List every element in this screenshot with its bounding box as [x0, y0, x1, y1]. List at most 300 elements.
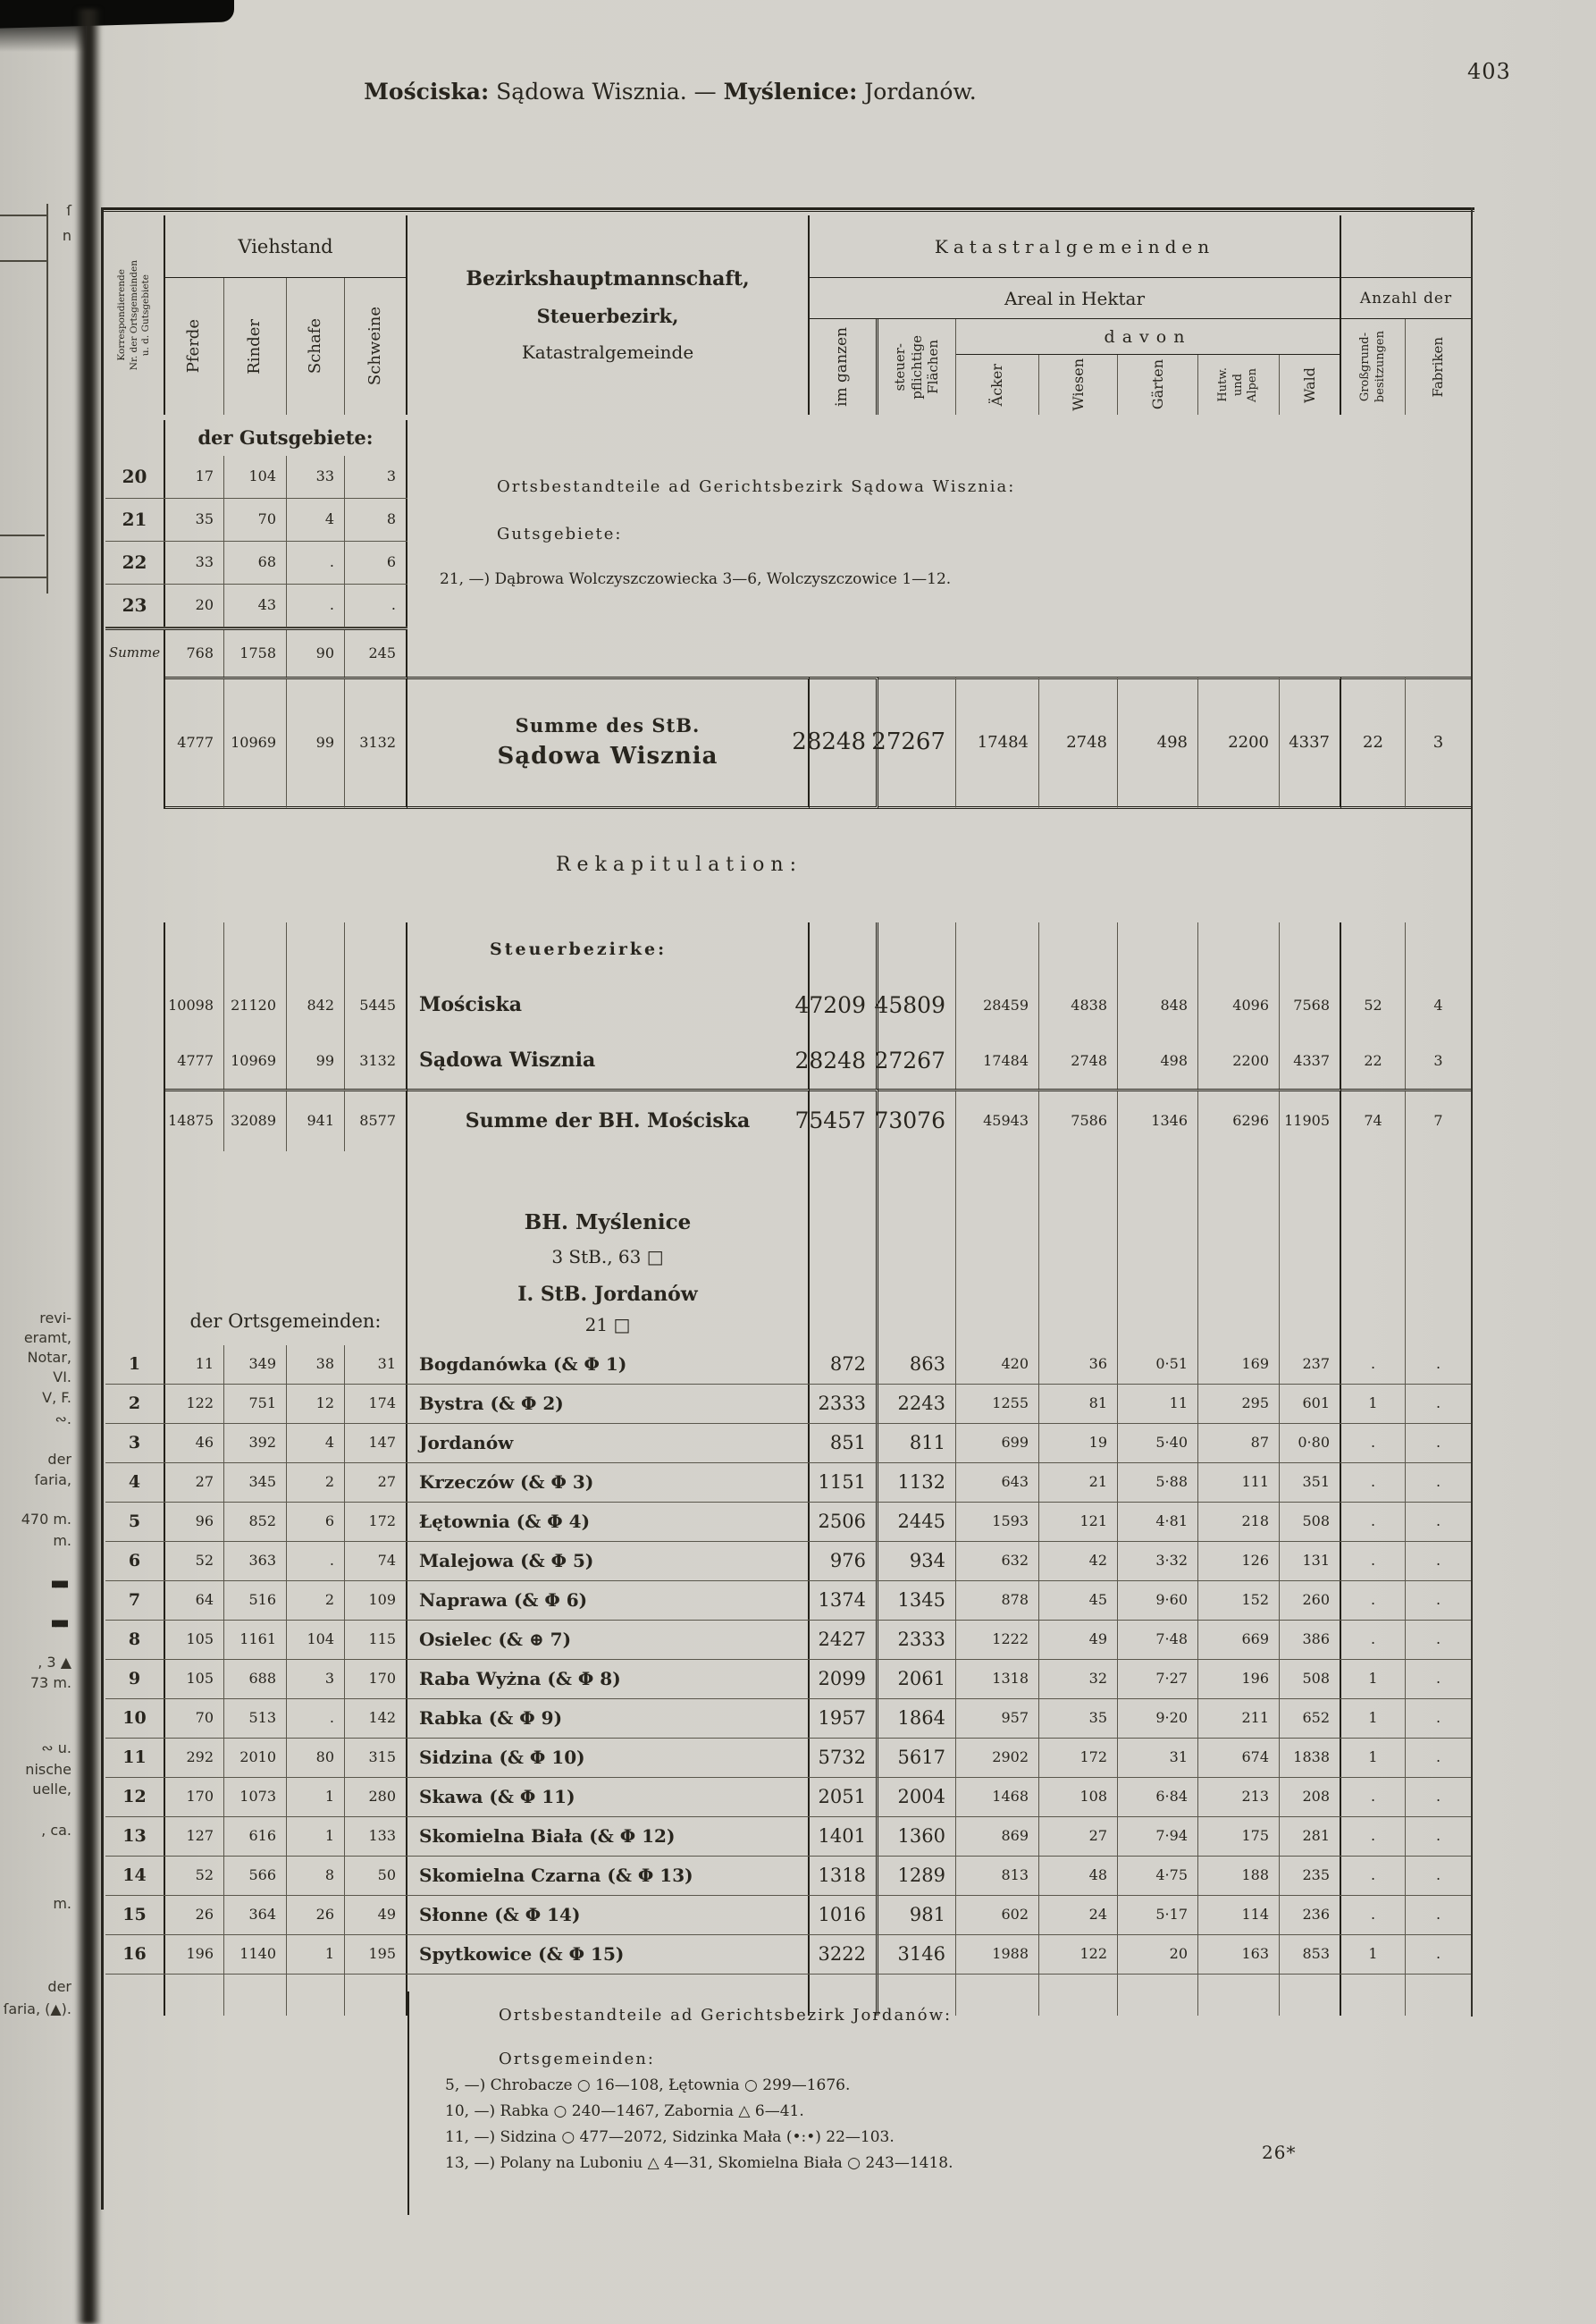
stb-summe-row	[105, 677, 1471, 809]
cell-wiesen: 21	[1039, 1463, 1118, 1502]
cell-rinder: 70	[224, 499, 287, 541]
cell-garten: 5·88	[1118, 1463, 1198, 1502]
col-group-areal-in-hektar: Areal in Hektar	[810, 278, 1341, 319]
cell-fabriken: 3	[1406, 677, 1471, 809]
cell-empty	[165, 1975, 224, 2016]
cell-name: Sądowa Wisznia	[407, 1033, 810, 1089]
cell-fabriken: .	[1435, 1906, 1441, 1924]
cell-grossgrund: 74	[1341, 1089, 1406, 1151]
cell-hutw: 213	[1198, 1778, 1280, 1816]
cell-rinder: 688	[224, 1660, 287, 1698]
title-court-2: Jordanów.	[864, 79, 977, 105]
cell-pferde: 46	[165, 1424, 224, 1462]
cell-schweine: 315	[345, 1739, 407, 1777]
margin-fragment: , ca.	[41, 1822, 71, 1839]
cell-schweine: 50	[345, 1857, 407, 1895]
cell-nr: 7	[105, 1581, 165, 1620]
cell-grossgrund: 1	[1341, 1699, 1406, 1738]
annotation-line: Gutsgebiete:	[497, 525, 623, 543]
gutsgebiete-label-row	[105, 420, 407, 456]
margin-fragment: eramt,	[23, 1329, 71, 1346]
cell-wiesen: 81	[1039, 1385, 1118, 1423]
page-number: 403	[1467, 59, 1511, 84]
cell-wald: 601	[1280, 1385, 1341, 1423]
cell-acker: 643	[956, 1463, 1039, 1502]
cell-steuerpfl: 27267	[878, 677, 956, 809]
cell-empty	[1280, 1151, 1341, 1345]
cell-schweine: 109	[345, 1581, 407, 1620]
margin-fragment: uelle,	[32, 1781, 71, 1798]
cell-rinder: 2010	[224, 1739, 287, 1777]
cell-wiesen: 27	[1039, 1817, 1118, 1856]
cell-rinder: 32089	[224, 1089, 287, 1151]
table-row	[105, 456, 407, 499]
col-group-viehstand: Viehstand	[165, 215, 407, 278]
table-row	[105, 1463, 1471, 1503]
margin-fragment: VI.	[53, 1368, 71, 1385]
col-header-wiesen: Wiesen	[1039, 355, 1118, 415]
cell-steuerpfl: 934	[878, 1542, 956, 1580]
cell-schweine: .	[345, 585, 407, 627]
cell-wald: 652	[1280, 1699, 1341, 1738]
cell-fabriken: .	[1435, 1434, 1441, 1452]
cell-empty	[810, 1151, 878, 1345]
col-header-pferde: Pferde	[165, 278, 224, 415]
annotation-line: Ortsbestandteile ad Gerichtsbezirk Sądowa Wisznia:	[497, 477, 1016, 496]
cell-hutw: 2200	[1198, 677, 1280, 809]
cell-name: Krzeczów (& Φ 3)	[407, 1463, 810, 1502]
cell-hutw: 114	[1198, 1896, 1280, 1934]
margin-fragment: der	[47, 1978, 71, 1995]
cell-steuerpfl: 811	[878, 1424, 956, 1462]
cell-fabriken: .	[1435, 1355, 1441, 1373]
col-header-schafe: Schafe	[287, 278, 345, 415]
gutsgebiete-section	[105, 420, 407, 677]
cell-nr: 22	[105, 542, 165, 584]
cell-pferde: 52	[165, 1857, 224, 1895]
cell-nr: 6	[105, 1542, 165, 1580]
margin-fragment: ∾.	[55, 1410, 71, 1427]
table-row	[105, 1739, 1471, 1778]
cell-acker: 1468	[956, 1778, 1039, 1816]
cell-pferde: 105	[165, 1660, 224, 1698]
cell-nr: 4	[105, 1463, 165, 1502]
cell-schafe: 99	[287, 677, 345, 809]
cell-rinder: 68	[224, 542, 287, 584]
cell-garten: 6·84	[1118, 1778, 1198, 1816]
cell-garten: 3·32	[1118, 1542, 1198, 1580]
previous-page-line	[0, 577, 46, 578]
cell-hutw: 218	[1198, 1503, 1280, 1541]
cell-schafe: 1	[287, 1817, 345, 1856]
ortsgemeinden-rows	[105, 1345, 1471, 1975]
cell-pferde: 20	[165, 585, 224, 627]
cell-acker: 602	[956, 1896, 1039, 1934]
cell-steuerpfl: 1289	[878, 1857, 956, 1895]
col-header-grossgrundbesitzungen: Großgrund- besitzungen	[1341, 319, 1406, 415]
cell-wald: 260	[1280, 1581, 1341, 1620]
margin-fragment: V, F.	[42, 1389, 71, 1406]
cell-schweine: 27	[345, 1463, 407, 1502]
cell-steuerpfl: 3146	[878, 1935, 956, 1974]
cell-pferde: 10098	[165, 978, 224, 1033]
cell-acker: 45943	[956, 1089, 1039, 1151]
cell-wiesen: 121	[1039, 1503, 1118, 1541]
cell-fabriken: .	[1435, 1630, 1441, 1648]
cell-wald: 235	[1280, 1857, 1341, 1895]
cell-schafe: 4	[287, 499, 345, 541]
cell-empty	[105, 420, 165, 456]
cell-hutw: 87	[1198, 1424, 1280, 1462]
cell-schafe: 90	[287, 630, 345, 677]
cell-hutw: 175	[1198, 1817, 1280, 1856]
steuerbezirke-label: Steuerbezirke:	[407, 922, 810, 978]
cell-nr: 2	[105, 1385, 165, 1423]
cell-schafe: 26	[287, 1896, 345, 1934]
cell-fabriken: .	[1435, 1670, 1441, 1688]
cell-nr: 21	[105, 499, 165, 541]
cell-name: Bystra (& Φ 2)	[407, 1385, 810, 1423]
cell-wiesen: 36	[1039, 1345, 1118, 1384]
cell-fabriken: .	[1435, 1394, 1441, 1412]
col-header-bezirkshauptmannschaft: Bezirkshauptmannschaft, Steuerbezirk, Katastralgemeinde	[407, 215, 810, 415]
previous-page-line	[46, 204, 48, 594]
margin-fragment: der	[47, 1451, 71, 1468]
col-group-davon: davon	[956, 319, 1341, 355]
cell-empty	[1039, 922, 1118, 978]
cell-steuerpfl: 2004	[878, 1778, 956, 1816]
cell-name: Łętownia (& Φ 4)	[407, 1503, 810, 1541]
cell-hutw: 6296	[1198, 1089, 1280, 1151]
annotation-line: 21, —) Dąbrowa Wolczyszczowiecka 3—6, Wolczyszczowice 1—12.	[440, 570, 952, 588]
cell-grossgrund: .	[1341, 1778, 1406, 1816]
cell-schafe: .	[287, 542, 345, 584]
cell-steuerpfl: 45809	[878, 978, 956, 1033]
cell-garten: 11	[1118, 1385, 1198, 1423]
cell-rinder: 43	[224, 585, 287, 627]
cell-schweine: 280	[345, 1778, 407, 1816]
cell-wald: 386	[1280, 1621, 1341, 1659]
cell-nr: 14	[105, 1857, 165, 1895]
bh-myslenice-title: BH. Myślenice	[524, 1210, 692, 1234]
margin-fragment: revi-	[39, 1309, 71, 1326]
col-header-steuerpflichtige-flaechen: steuer- pflichtige Flächen	[878, 319, 956, 415]
title-district-2: Myślenice:	[723, 79, 858, 105]
cell-acker: 28459	[956, 978, 1039, 1033]
bh-summe-row	[105, 1089, 1471, 1151]
cell-empty	[1406, 1151, 1471, 1345]
table-row	[105, 1345, 1471, 1385]
col-header-wald: Wald	[1280, 355, 1341, 415]
cell-fabriken: .	[1435, 1945, 1441, 1963]
cell-schafe: 12	[287, 1385, 345, 1423]
cell-schweine: 8	[345, 499, 407, 541]
cell-schweine: 172	[345, 1503, 407, 1541]
table-row	[105, 1033, 1471, 1089]
cell-pferde: 292	[165, 1739, 224, 1777]
cell-pferde: 105	[165, 1621, 224, 1659]
cell-acker: 869	[956, 1817, 1039, 1856]
table-row	[105, 1935, 1471, 1975]
cell-hutw: 188	[1198, 1857, 1280, 1895]
cell-wald: 281	[1280, 1817, 1341, 1856]
cell-pferde: 196	[165, 1935, 224, 1974]
cell-name: Rabka (& Φ 9)	[407, 1699, 810, 1738]
cell-schafe: .	[287, 585, 345, 627]
cell-wiesen: 42	[1039, 1542, 1118, 1580]
footnote-item: 13, —) Polany na Luboniu △ 4—31, Skomielna Biała ○ 243—1418.	[445, 2154, 953, 2172]
cell-name: Sidzina (& Φ 10)	[407, 1739, 810, 1777]
cell-schafe: .	[287, 1699, 345, 1738]
cell-empty	[1341, 922, 1406, 978]
cell-empty	[345, 1975, 407, 2016]
cell-name: Raba Wyżna (& Φ 8)	[407, 1660, 810, 1698]
scan-edge-artifact	[0, 0, 86, 52]
cell-acker: 1222	[956, 1621, 1039, 1659]
table-row	[105, 1778, 1471, 1817]
cell-im-ganzen: 976	[810, 1542, 878, 1580]
cell-empty	[956, 922, 1039, 978]
cell-rinder: 516	[224, 1581, 287, 1620]
cell-schweine: 174	[345, 1385, 407, 1423]
cell-rinder: 364	[224, 1896, 287, 1934]
ortsgemeinden-label: der Ortsgemeinden:	[165, 1151, 407, 1345]
col-header-acker: Äcker	[956, 355, 1039, 415]
cell-rinder: 1758	[224, 630, 287, 677]
table-header	[105, 215, 1471, 415]
cell-acker: 957	[956, 1699, 1039, 1738]
cell-acker: 420	[956, 1345, 1039, 1384]
cell-steuerpfl: 73076	[878, 1089, 956, 1151]
cell-name: Naprawa (& Φ 6)	[407, 1581, 810, 1620]
cell-nr: 3	[105, 1424, 165, 1462]
cell-steuerpfl: 5617	[878, 1739, 956, 1777]
cell-schafe: 80	[287, 1739, 345, 1777]
cell-fabriken: .	[1435, 1473, 1441, 1491]
cell-wald: 4337	[1280, 1033, 1341, 1089]
cell-nr: 8	[105, 1621, 165, 1659]
train-icon: ▗▄▖	[47, 1614, 71, 1628]
cell-hutw: 211	[1198, 1699, 1280, 1738]
table-row	[105, 542, 407, 585]
cell-pferde: 70	[165, 1699, 224, 1738]
cell-im-ganzen: 872	[810, 1345, 878, 1384]
cell-acker: 2902	[956, 1739, 1039, 1777]
cell-rinder: 10969	[224, 1033, 287, 1089]
cell-pferde: 768	[165, 630, 224, 677]
cell-wald: 208	[1280, 1778, 1341, 1816]
cell-schweine: 74	[345, 1542, 407, 1580]
margin-fragment: 470 m.	[21, 1511, 71, 1528]
cell-empty	[1039, 1151, 1118, 1345]
cell-empty	[105, 1089, 165, 1151]
cell-pferde: 33	[165, 542, 224, 584]
cell-im-ganzen: 1401	[810, 1817, 878, 1856]
col-header-im-ganzen: im ganzen	[810, 319, 878, 415]
book-gutter-shadow	[75, 9, 102, 2324]
cell-name: Summe des StB. Sądowa Wisznia	[407, 677, 810, 809]
cell-name: Mościska	[407, 978, 810, 1033]
stb-jordanow-subtitle: 21 □	[584, 1314, 631, 1336]
cell-schweine: 3132	[345, 1033, 407, 1089]
cell-empty	[956, 1151, 1039, 1345]
gutsgebiete-rows	[105, 456, 407, 627]
cell-im-ganzen: 1016	[810, 1896, 878, 1934]
cell-grossgrund: .	[1341, 1424, 1406, 1462]
col-header-rinder: Rinder	[224, 278, 287, 415]
footnotes-section	[407, 1991, 1301, 2215]
cell-empty	[165, 922, 224, 978]
cell-name: Spytkowice (& Φ 15)	[407, 1935, 810, 1974]
cell-wald: 11905	[1280, 1089, 1341, 1151]
table-row	[105, 1621, 1471, 1660]
cell-acker: 699	[956, 1424, 1039, 1462]
cell-im-ganzen: 5732	[810, 1739, 878, 1777]
footnote-heading: Ortsbestandteile ad Gerichtsbezirk Jordanów:	[499, 2006, 953, 2025]
cell-im-ganzen: 2427	[810, 1621, 878, 1659]
cell-im-ganzen: 28248	[810, 677, 878, 809]
cell-empty	[1198, 1151, 1280, 1345]
cell-im-ganzen: 2099	[810, 1660, 878, 1698]
cell-empty	[345, 922, 407, 978]
footnote-item: 5, —) Chrobacze ○ 16—108, Łętownia ○ 299—1676.	[445, 2076, 851, 2094]
cell-wiesen: 122	[1039, 1935, 1118, 1974]
cell-rinder: 852	[224, 1503, 287, 1541]
cell-hutw: 4096	[1198, 978, 1280, 1033]
cell-rinder: 1161	[224, 1621, 287, 1659]
cell-garten: 498	[1118, 1033, 1198, 1089]
cell-name: Osielec (& ⊕ 7)	[407, 1621, 810, 1659]
rekapitulation-section	[105, 922, 1471, 1151]
cell-empty	[1406, 922, 1471, 978]
cell-schafe: 4	[287, 1424, 345, 1462]
cell-rinder: 616	[224, 1817, 287, 1856]
stb-jordanow-header	[407, 1151, 810, 1345]
cell-nr: 9	[105, 1660, 165, 1698]
cell-pferde: 11	[165, 1345, 224, 1384]
cell-nr: 10	[105, 1699, 165, 1738]
cell-grossgrund: 52	[1341, 978, 1406, 1033]
cell-schafe: .	[287, 1542, 345, 1580]
cell-steuerpfl: 2445	[878, 1503, 956, 1541]
gutsgebiete-annotation	[407, 420, 1471, 677]
cell-empty	[105, 1975, 165, 2016]
margin-fragment: ∾ u.	[41, 1739, 71, 1756]
cell-garten: 20	[1118, 1935, 1198, 1974]
cell-schweine: 133	[345, 1817, 407, 1856]
table-row	[105, 499, 407, 542]
cell-name: Bogdanówka (& Φ 1)	[407, 1345, 810, 1384]
cell-wald: 853	[1280, 1935, 1341, 1974]
cell-im-ganzen: 28248	[810, 1033, 878, 1089]
cell-pferde: 4777	[165, 1033, 224, 1089]
cell-grossgrund: 1	[1341, 1660, 1406, 1698]
cell-schweine: 3132	[345, 677, 407, 809]
cell-acker: 17484	[956, 1033, 1039, 1089]
footnote-item: 11, —) Sidzina ○ 477—2072, Sidzinka Mała (•:•) 22—103.	[445, 2128, 895, 2146]
cell-nr: 15	[105, 1896, 165, 1934]
col-header-korrespondierende-nr: Korrespondierende Nr. der Ortsgemeinden u. d. Gutsgebiete	[105, 215, 165, 415]
table-row	[105, 978, 1471, 1033]
cell-wiesen: 35	[1039, 1699, 1118, 1738]
cell-fabriken: 7	[1406, 1089, 1471, 1151]
cell-garten: 7·48	[1118, 1621, 1198, 1659]
cell-steuerpfl: 863	[878, 1345, 956, 1384]
cell-rinder: 566	[224, 1857, 287, 1895]
cell-schweine: 245	[345, 630, 407, 677]
cell-name: Malejowa (& Φ 5)	[407, 1542, 810, 1580]
cell-schafe: 104	[287, 1621, 345, 1659]
cell-nr: 13	[105, 1817, 165, 1856]
cell-schweine: 170	[345, 1660, 407, 1698]
cell-name: Skawa (& Φ 11)	[407, 1778, 810, 1816]
cell-garten: 4·75	[1118, 1857, 1198, 1895]
cell-schweine: 49	[345, 1896, 407, 1934]
cell-schafe: 6	[287, 1503, 345, 1541]
cell-pferde: 27	[165, 1463, 224, 1502]
cell-acker: 813	[956, 1857, 1039, 1895]
cell-hutw: 111	[1198, 1463, 1280, 1502]
cell-im-ganzen: 1374	[810, 1581, 878, 1620]
cell-pferde: 127	[165, 1817, 224, 1856]
cell-pferde: 96	[165, 1503, 224, 1541]
cell-fabriken: .	[1435, 1748, 1441, 1766]
cell-acker: 1255	[956, 1385, 1039, 1423]
margin-fragment: Notar,	[27, 1349, 71, 1366]
cell-im-ganzen: 1318	[810, 1857, 878, 1895]
cell-grossgrund: .	[1341, 1621, 1406, 1659]
cell-schafe: 2	[287, 1463, 345, 1502]
cell-schweine: 115	[345, 1621, 407, 1659]
gutsgebiete-summe-row	[105, 627, 407, 677]
cell-wald: 1838	[1280, 1739, 1341, 1777]
cell-schweine: 195	[345, 1935, 407, 1974]
margin-fragment: 73 m.	[29, 1674, 71, 1691]
cell-schafe: 3	[287, 1660, 345, 1698]
cell-pferde: 64	[165, 1581, 224, 1620]
cell-acker: 17484	[956, 677, 1039, 809]
cell-fabriken: .	[1435, 1866, 1441, 1884]
cell-grossgrund: 22	[1341, 1033, 1406, 1089]
footnote-subheading: Ortsgemeinden:	[499, 2050, 655, 2068]
cell-rinder: 513	[224, 1699, 287, 1738]
cell-wald: 508	[1280, 1503, 1341, 1541]
cell-schafe: 2	[287, 1581, 345, 1620]
cell-im-ganzen: 1151	[810, 1463, 878, 1502]
cell-fabriken: .	[1435, 1512, 1441, 1530]
col-header-garten: Gärten	[1118, 355, 1198, 415]
cell-rinder: 392	[224, 1424, 287, 1462]
cell-grossgrund: 1	[1341, 1935, 1406, 1974]
cell-nr: 16	[105, 1935, 165, 1974]
table-row	[105, 1385, 1471, 1424]
cell-nr: 1	[105, 1345, 165, 1384]
cell-im-ganzen: 47209	[810, 978, 878, 1033]
cell-empty	[1341, 1975, 1406, 2016]
cell-im-ganzen: 2051	[810, 1778, 878, 1816]
cell-empty	[878, 1151, 956, 1345]
cell-im-ganzen: 75457	[810, 1089, 878, 1151]
cell-garten: 4·81	[1118, 1503, 1198, 1541]
table-row	[105, 1857, 1471, 1896]
cell-fabriken: .	[1435, 1827, 1441, 1845]
cell-schafe: 941	[287, 1089, 345, 1151]
cell-grossgrund: .	[1341, 1503, 1406, 1541]
cell-name: Skomielna Czarna (& Φ 13)	[407, 1857, 810, 1895]
cell-garten: 5·40	[1118, 1424, 1198, 1462]
steuerbezirke-label-row	[105, 922, 1471, 978]
cell-schweine: 142	[345, 1699, 407, 1738]
